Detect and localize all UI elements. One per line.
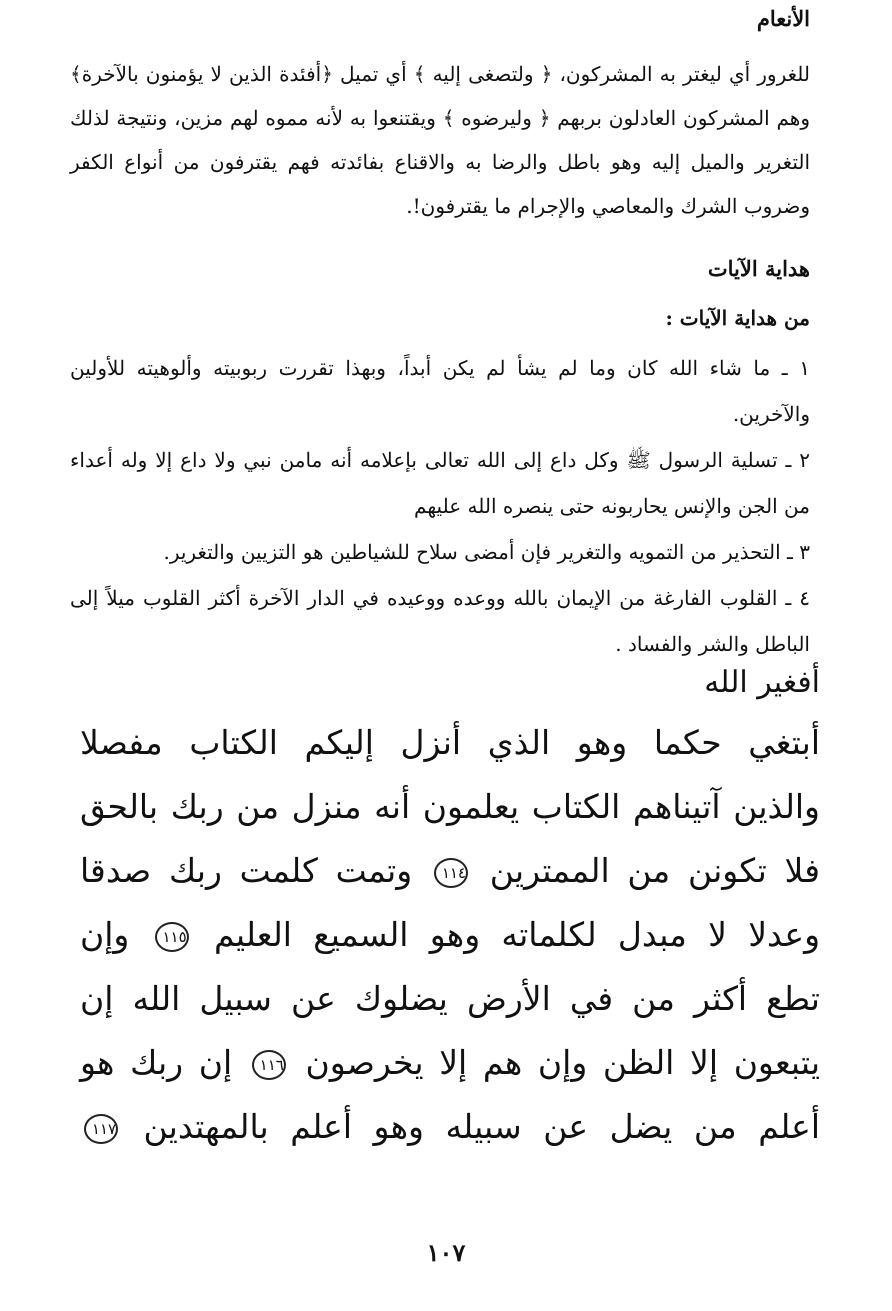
quran-line-text: فلا تكونن من الممترين bbox=[489, 851, 821, 890]
quran-line bbox=[80, 839, 820, 903]
ayah-number-marker: ١١٦ bbox=[252, 1050, 286, 1080]
guidance-subheading: من هداية الآيات : bbox=[665, 306, 810, 330]
page-number: ١٠٧ bbox=[426, 1238, 466, 1267]
guidance-item-3: ٣ ـ التحذير من التمويه والتغرير فإن أمضى سلاح للشياطين هو التزيين والتغرير. bbox=[163, 540, 810, 564]
running-header-surah-name: الأنعام bbox=[756, 6, 810, 31]
quran-line bbox=[80, 903, 820, 967]
quran-line bbox=[80, 967, 820, 1031]
quran-line bbox=[80, 1095, 820, 1159]
quran-line-text: وإن bbox=[80, 915, 130, 954]
guidance-item-2: ٢ ـ تسلية الرسول ﷺ وكل داع إلى الله تعالى بإعلامه أنه مامن نبي ولا داع إلا وله أعداء من الجن والإنس يحاربونه حتى ينصره الله عليهم bbox=[70, 448, 810, 518]
guidance-heading: هداية الآيات bbox=[707, 256, 810, 281]
quran-line-text: أعلم من يضل عن سبيله وهو أعلم بالمهتدين bbox=[143, 1107, 820, 1146]
tafsir-paragraph: للغرور أي ليغتر به المشركون، ﴿ ولتصغى إليه ﴾ أي تميل ﴿أفئدة الذين لا يؤمنون بالآخرة﴾ وهم المشركون العادلون بربهم ﴿ وليرضوه ﴾ ويقتنعوا به لأنه مموه لهم مزين، ونتيجة لذلك التغرير والميل إليه وهو باطل والرضا به والاقناع بفائدته فهم يقترفون من أنواع الكفر وضروب الشرك والمعاصي والإجرام ما يقترفون!. bbox=[70, 62, 811, 218]
guidance-item-4: ٤ ـ القلوب الفارغة من الإيمان بالله ووعده ووعيده في الدار الآخرة أكثر القلوب ميلاً إلى الباطل والشر والفساد . bbox=[70, 586, 810, 656]
quran-line-text: وعدلا لا مبدل لكلماته وهو السميع العليم bbox=[213, 915, 821, 954]
quran-line-text: يتبعون إلا الظن وإن هم إلا يخرصون bbox=[305, 1043, 820, 1082]
quran-passage bbox=[80, 655, 820, 1159]
quran-line-text: أبتغي حكما وهو الذي أنزل إليكم الكتاب مفصلا bbox=[80, 723, 820, 762]
guidance-list bbox=[70, 345, 810, 667]
guidance-item-1: ١ ـ ما شاء الله كان وما لم يشأ لم يكن أبداً، وبهذا تقررت ربوبيته وألوهيته للأولين والآخرين. bbox=[70, 356, 810, 426]
quran-line-text: تطع أكثر من في الأرض يضلوك عن سبيل الله إن bbox=[80, 979, 820, 1018]
quran-line bbox=[80, 775, 820, 839]
quran-line-text: إن ربك هو bbox=[80, 1043, 233, 1082]
ayah-number-marker: ١١٧ bbox=[84, 1114, 118, 1144]
quran-opening-label: أفغير الله bbox=[704, 665, 820, 700]
ayah-number-marker: ١١٥ bbox=[155, 922, 189, 952]
quran-line-text: والذين آتيناهم الكتاب يعلمون أنه منزل من ربك بالحق bbox=[80, 787, 820, 826]
ayah-number-marker: ١١٤ bbox=[434, 858, 468, 888]
quran-line bbox=[80, 1031, 820, 1095]
quran-line-text: وتمت كلمت ربك صدقا bbox=[80, 851, 413, 890]
quran-line bbox=[80, 711, 820, 775]
